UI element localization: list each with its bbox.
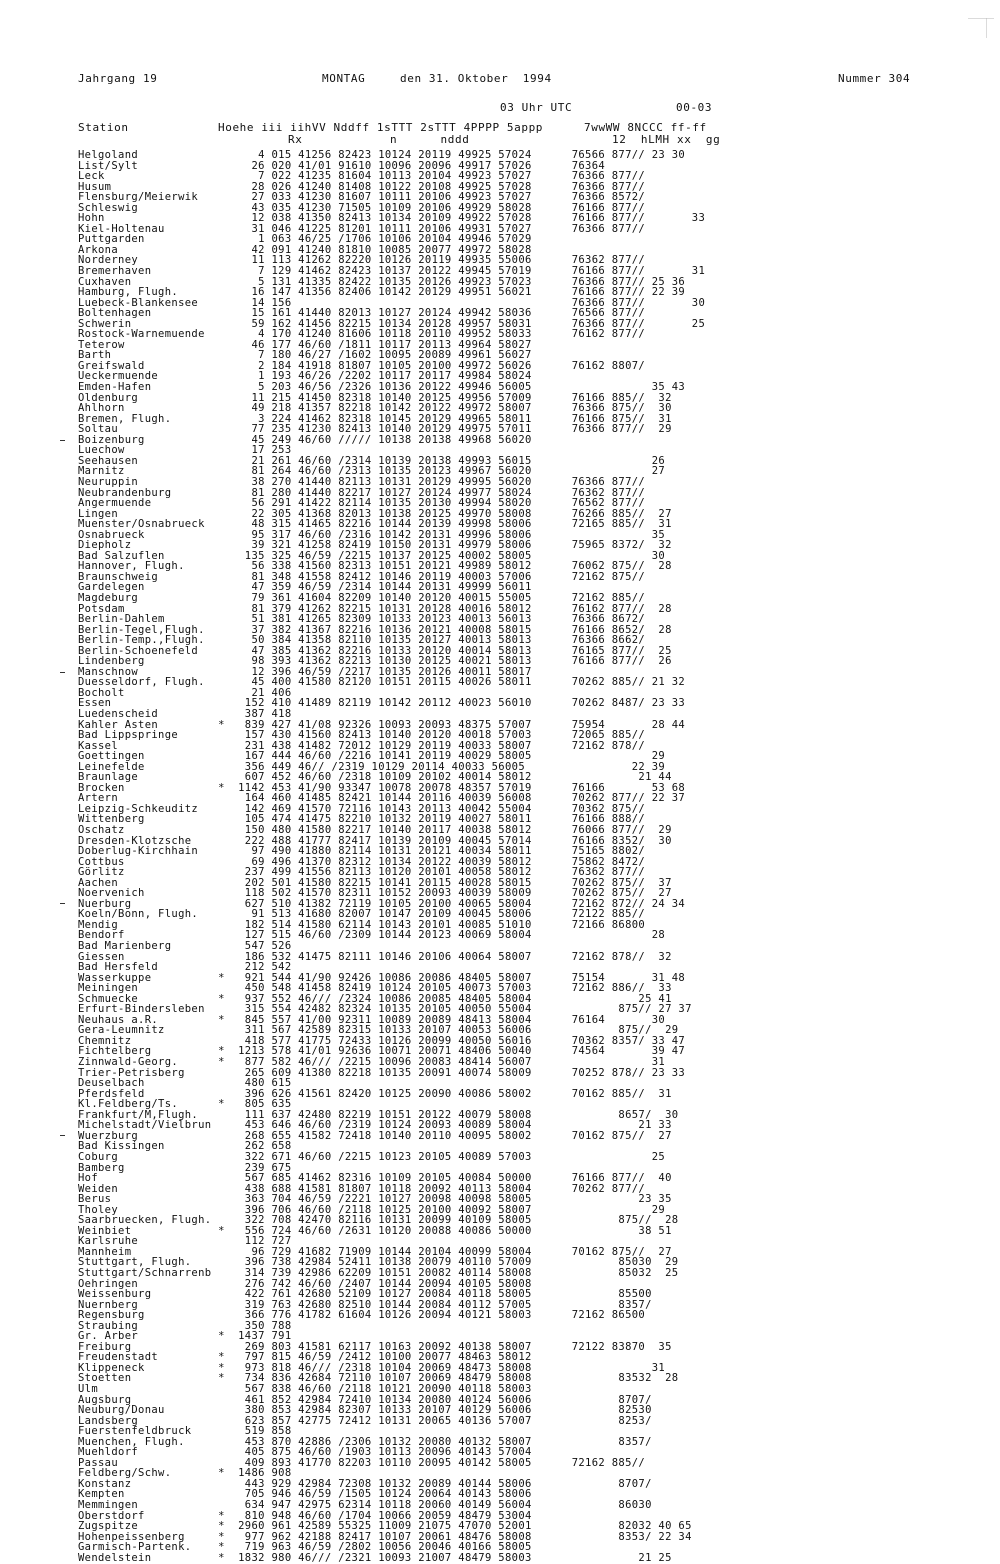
table-row: Augsburg 461 852 42984 72410 10134 20080 40124 56006 8707/ [78,1393,652,1406]
table-row: Leinefelde 356 449 46// /2319 10129 20114 40033 56005 22 39 [78,760,666,773]
table-row: Garmisch-Partenk. * 719 963 46/59 /2802 10056 20046 40166 58005 [78,1541,532,1554]
volume-label: Jahrgang 19 [78,72,158,85]
column-header-group1: Hoehe iii iihVV Nddff 1sTTT 2sTTT 4PPPP 5appp [218,121,544,134]
scan-artifact-tick [60,672,65,673]
table-row: Luebeck-Blankensee 14 156 76366 877// 30 [78,296,706,309]
table-row: Diepholz 39 321 41258 82419 10150 20131 49979 58006 75965 8372/ 32 [78,539,672,552]
table-row: Meiningen 450 548 41458 82419 10124 20105 40073 57003 72162 886// 33 [78,982,672,995]
table-row: Tholey 396 706 46/60 /2118 10125 20100 40092 58007 29 [78,1203,666,1216]
table-row: Gera-Leumnitz 311 567 42589 82315 10133 20107 40053 56006 875// 29 [78,1024,679,1037]
table-row: Bad Marienberg 547 526 [78,940,292,953]
table-row: Weissenburg 422 761 42680 52109 10127 20084 40118 58005 85500 [78,1288,652,1301]
issue-number-label: Nummer 304 [838,72,911,85]
table-row: Memmingen 634 947 42975 62314 10118 20060 40149 56004 86030 [78,1499,652,1511]
table-row: Luechow 17 253 [78,444,292,457]
table-row: Neuruppin 38 270 41440 82113 10131 20129 49995 56020 76366 877// [78,475,646,488]
table-row: Weinbiet * 556 724 46/60 /2631 10120 20088 40086 50000 38 51 [78,1224,672,1237]
scan-artifact-tick [60,440,65,441]
table-row: Landsberg 623 857 42775 72412 10131 20065 40136 57007 8253/ [78,1414,652,1427]
table-row: Fichtelberg * 1213 578 41/01 92636 10071 20071 48406 50040 74564 39 47 [78,1045,686,1058]
scan-artifact-line [986,18,987,38]
table-row: Berlin-Tegel,Flugh. 37 382 41367 82216 10136 20121 40008 58015 76166 8652/ 28 [78,623,672,636]
table-row: Bad Hersfeld 212 542 [78,961,292,974]
table-row: Bad Salzuflen 135 325 46/59 /2215 10137 20125 40002 58005 30 [78,549,666,562]
scan-artifact-tick [60,1135,65,1136]
observation-range-label: 00-03 [676,101,713,114]
table-row: Cottbus 69 496 41370 82312 10134 20122 40039 58012 75862 8472/ [78,855,646,868]
table-row: Hamburg, Flugh. 16 147 41356 82406 10142 20129 49951 56021 76166 877// 22 39 [78,286,686,299]
table-row: Angermuende 56 291 41422 82114 10135 20130 49994 58020 76562 877// [78,497,646,510]
table-row: Zinnwald-Georg. * 877 582 46/// /2215 10096 20083 48414 56007 31 [78,1056,666,1069]
table-row: Berlin-Schoenefeld 47 385 41362 82216 10133 20120 40014 58013 76165 877// 25 [78,644,672,657]
table-row: Schwerin 59 162 41456 82215 10134 20128 49957 58031 76366 877// 25 [78,317,706,330]
table-row: Freiburg 269 803 41581 62117 10163 20092 40138 58007 72122 83870 35 [78,1340,672,1353]
scan-artifact-tick [60,903,65,904]
table-row: Teterow 46 177 46/60 /1811 10117 20113 49964 58027 [78,338,532,351]
table-row: Kempten 705 946 46/59 /1505 10124 20064 40143 58006 [78,1488,532,1501]
table-row: Potsdam 81 379 41262 82215 10131 20128 40016 58012 76162 877// 28 [78,602,672,615]
table-row: Deuselbach 480 615 [78,1077,292,1090]
table-row: Giessen 186 532 41475 82111 10146 20106 40064 58007 72162 878// 32 [78,950,672,963]
table-row: Braunschweig 81 348 41558 82412 10146 20119 40003 57006 72162 875// [78,570,646,583]
observation-time-label: 03 Uhr UTC [500,101,573,114]
station-report-table [78,150,705,1563]
table-row: Wuerzburg 268 655 41582 72418 10140 20110 40095 58002 70162 875// 27 [78,1129,672,1142]
table-row: Oehringen 276 742 46/60 /2407 10144 20094 40105 58008 [78,1277,532,1290]
table-row: Lindenberg 98 393 41362 82213 10130 20125 40021 58013 76166 877// 26 [78,655,672,668]
table-row: Soltau 77 235 41230 82413 10140 20129 49975 57011 76366 877// 29 [78,423,672,436]
table-row: Berus 363 704 46/59 /2221 10127 20098 40098 58005 23 35 [78,1193,672,1206]
table-row: Bad Lippspringe 157 430 41560 82413 10140 20120 40018 57003 72065 885// [78,729,646,742]
table-row: Stoetten * 734 836 42684 72110 10107 20069 48479 58008 83532 28 [78,1372,679,1385]
table-row: Greifswald 2 184 41918 81807 10105 20100 49972 56026 76162 8807/ [78,359,646,372]
table-row: Bremen, Flugh. 3 224 41462 82318 10145 20129 49965 58011 76166 875// 31 [78,412,672,425]
table-row: Hohenpeissenberg * 977 962 42188 82417 10107 20061 48476 58008 8353/ 22 34 [78,1530,692,1543]
table-row: Leck 7 022 41235 81604 10113 20104 49923 57027 76366 877// [78,170,646,183]
table-row: Passau 409 893 41770 82203 10110 20095 40142 58005 72162 885// [78,1456,646,1469]
table-row: Braunlage 607 452 46/60 /2318 10109 20102 40014 58012 21 44 [78,771,672,784]
table-row: Kassel 231 438 41482 72012 10129 20119 40033 58007 72162 878// [78,739,646,752]
column-header-group2: 7wwWW 8NCCC ff-ff [584,121,707,134]
table-row: Weiden 438 688 41581 81807 10118 20092 40113 58004 70262 877// [78,1182,646,1195]
table-row: Hohn 12 038 41350 82413 10134 20109 49922 57028 76166 877// 33 [78,212,706,225]
table-row: Michelstadt/Vielbrun 453 646 46/60 /2319 10124 20093 40089 58004 21 33 [78,1119,672,1132]
table-row: Kahler Asten * 839 427 41/08 92326 10093 20093 48375 57007 75954 28 44 [78,718,686,731]
table-row: Schmuecke * 937 552 46/// /2324 10086 20085 48405 58004 25 41 [78,992,672,1005]
table-row: Regensburg 366 776 41782 61604 10126 20094 40121 58003 72162 86500 [78,1309,646,1322]
table-row: Muehldorf 405 875 46/60 /1903 10113 20096 40143 57004 [78,1446,532,1459]
table-row: Zugspitze * 2960 961 42589 55325 11009 21075 47070 52001 82032 40 65 [78,1520,692,1533]
table-row: Manschnow 12 396 46/59 /2217 10135 20126 40011 58017 [78,665,532,678]
table-row: Arkona 42 091 41240 81810 10085 20077 49972 58028 [78,243,532,256]
table-row: Neubrandenburg 81 280 41440 82217 10127 20124 49977 58024 76362 877// [78,486,646,499]
table-row: Görlitz 237 499 41556 82113 10120 20101 40058 58012 76362 877// [78,866,646,879]
table-row: Koeln/Bonn, Flugh. 91 513 41680 82007 10147 20109 40045 58006 72122 885// [78,908,646,921]
column-header-station: Station [78,121,129,134]
table-row: Straubing 350 788 [78,1319,292,1332]
table-row: Stuttgart/Schnarrenb 314 739 42986 62209 10151 20082 40114 58008 85032 25 [78,1266,679,1279]
table-row: Erfurt-Bindersleben 315 554 42482 82324 10135 20105 40050 55004 875// 27 37 [78,1003,692,1016]
table-row: Kl.Feldberg/Ts. * 805 635 [78,1098,292,1111]
table-row: Nuerburg 627 510 41382 72119 10105 20100 40065 58004 72162 872// 24 34 [78,897,686,910]
date-label: den 31. Oktober 1994 [400,72,552,85]
table-row: Konstanz 443 929 42984 72308 10132 20089 40144 58006 8707/ [78,1477,652,1490]
table-row: Berlin-Dahlem 51 381 41265 82309 10133 20123 40013 56013 76366 8672/ [78,613,646,626]
table-row: Ulm 567 838 46/60 /2118 10121 20090 40118 58003 [78,1382,532,1395]
table-row: Magdeburg 79 361 41604 82209 10140 20120 40015 55005 72162 885// [78,591,646,604]
table-row: Lingen 22 305 41368 82013 10138 20125 49970 58008 76266 885// 27 [78,507,672,520]
table-row: Bremerhaven 7 129 41462 82423 10137 20122 49945 57019 76166 877// 31 [78,265,706,278]
table-row: Berlin-Temp.,Flugh. 50 384 41358 82110 10135 20127 40013 58013 76366 8662/ [78,634,646,647]
table-row: Gr. Arber * 1437 791 [78,1330,292,1343]
table-row: Ueckermuende 1 193 46/26 /2202 10117 20117 49984 58024 [78,370,532,383]
table-row: Aachen 202 501 41580 82215 10141 20115 40028 58015 70262 875// 37 [78,876,672,889]
table-row: Freudenstadt * 797 815 46/59 /2412 10100 20077 48463 58012 [78,1351,532,1364]
table-row: Neuburg/Donau 380 853 42984 82307 10133 20107 40129 56006 82530 [78,1404,652,1417]
column-subheader-hlmh: 12 hLMH xx gg [612,133,721,146]
table-row: Chemnitz 418 577 41775 72433 10126 20099 40050 56016 70362 8357/ 33 47 [78,1034,686,1047]
table-row: Leipzig-Schkeuditz 142 469 41570 72116 10143 20113 40042 55004 70362 875// [78,802,646,815]
table-row: Boizenburg 45 249 46/60 ///// 10138 20138 49968 56020 [78,433,532,446]
table-row: Puttgarden 1 063 46/25 /1706 10106 20104 49946 57029 [78,233,532,246]
table-row: Essen 152 410 41489 82119 10142 20112 40023 56010 70262 8487/ 23 33 [78,697,686,710]
table-row: Helgoland 4 015 41256 82423 10124 20119 49925 57024 76566 877// 23 30 [78,149,686,161]
table-row: Bamberg 239 675 [78,1161,292,1174]
table-row: Doberlug-Kirchhain 97 490 41880 82114 10131 20121 40034 58011 75165 8802/ [78,845,646,858]
table-row: Wendelstein * 1832 980 46/// /2321 10093 21007 48479 58003 21 25 [78,1551,672,1564]
table-row: Frankfurt/M,Flugh. 111 637 42480 82219 10151 20122 40079 58008 8657/ 30 [78,1108,679,1121]
table-row: Luedenscheid 387 418 [78,707,292,720]
table-row: Goettingen 167 444 46/60 /2216 10141 20119 40029 58005 29 [78,750,666,763]
table-row: Dresden-Klotzsche 222 488 41777 82417 10139 20109 40045 57014 76166 8352/ 30 [78,834,672,847]
table-row: Mendig 182 514 41580 62114 10143 20101 40085 51010 72166 86800 [78,918,646,931]
table-row: Bendorf 127 515 46/60 /2309 10144 20123 40069 58004 28 [78,929,666,942]
weekday-label: MONTAG [322,72,366,85]
table-row: Bocholt 21 406 [78,686,292,699]
table-row: Karlsruhe 112 727 [78,1235,292,1248]
table-row: Noervenich 118 502 41570 82311 10152 20093 40039 58009 70262 875// 27 [78,887,672,900]
table-row: Gardelegen 47 359 46/59 /2314 10144 20131 49999 56011 [78,581,532,594]
table-row: Muenster/Osnabrueck 48 315 41465 82216 10144 20139 49998 58006 72165 885// 31 [78,518,672,531]
table-row: Hannover, Flugh. 56 338 41560 82313 10151 20121 49989 58012 76062 875// 28 [78,560,672,573]
table-row: Wittenberg 105 474 41475 82210 10132 20119 40027 58011 76166 888// [78,813,646,826]
column-subheader-n: n nddd [390,133,470,146]
table-row: List/Sylt 26 020 41/01 91610 10096 20096 49917 57026 76364 [78,159,606,172]
table-row: Oldenburg 11 215 41450 82318 10140 20125 49956 57009 76166 885// 32 [78,391,672,404]
table-row: Oberstdorf * 810 948 46/60 /1704 10066 20059 48479 53004 [78,1509,532,1522]
table-row: Husum 28 026 41240 81408 10122 20108 49925 57028 76366 877// [78,180,646,193]
table-row: Ahlhorn 49 218 41357 82218 10142 20122 49972 58007 76366 875// 30 [78,402,672,415]
table-row: Emden-Hafen 5 203 46/56 /2326 10136 20122 49946 56005 35 43 [78,381,686,394]
table-row: Saarbruecken, Flugh. 322 708 42470 82116 10131 20099 40109 58005 875// 28 [78,1214,679,1227]
table-row: Muenchen, Flugh. 453 870 42886 /2306 10132 20080 40132 58007 8357/ [78,1435,652,1448]
table-row: Schleswig 43 035 41230 71505 10109 20106 49929 58028 76166 877// [78,201,646,214]
table-row: Flensburg/Meierwik 27 033 41230 81607 10111 20106 49923 57027 76366 8572/ [78,191,646,204]
table-row: Norderney 11 113 41262 82220 10126 20119 49935 55006 76362 877// [78,254,646,267]
table-row: Klippeneck * 973 818 46/// /2318 10104 20069 48473 58008 31 [78,1361,666,1374]
table-row: Seehausen 21 261 46/60 /2314 10139 20138 49993 56015 26 [78,454,666,467]
table-row: Brocken * 1142 453 41/90 93347 10078 20078 48357 57019 76166 53 68 [78,781,686,794]
table-row: Barth 7 180 46/27 /1602 10095 20089 49961 56027 [78,349,532,362]
table-row: Oschatz 150 480 41580 82217 10140 20117 40038 58012 76066 877// 29 [78,824,672,836]
scan-artifact-line [968,18,994,19]
column-subheader-rx: Rx [288,133,303,146]
table-row: Mannheim 96 729 41682 71909 10144 20104 40099 58004 70162 875// 27 [78,1245,672,1258]
table-row: Kiel-Holtenau 31 046 41225 81201 10111 20106 49931 57027 76366 877// [78,222,646,235]
table-row: Pferdsfeld 396 626 41561 82420 10125 20090 40086 58002 70162 885// 31 [78,1087,672,1100]
table-row: Rostock-Warnemuende 4 170 41240 81606 10118 20110 49952 58033 76162 877// [78,328,646,341]
table-row: Nuernberg 319 763 42680 82510 10144 20084 40112 57005 8357/ [78,1298,652,1311]
table-row: Osnabrueck 95 317 46/60 /2316 10142 20131 49996 58006 35 [78,528,666,541]
table-row: Artern 164 460 41485 82421 10144 20116 40039 56008 70262 877// 22 37 [78,792,686,805]
table-row: Stuttgart, Flugh. 396 738 42984 52411 10138 20079 40110 57009 85030 29 [78,1256,679,1269]
table-row: Wasserkuppe * 921 544 41/90 92426 10086 20086 48405 58007 75154 31 48 [78,971,686,984]
table-row: Cuxhaven 5 131 41335 82422 10135 20126 49923 57023 76366 877// 25 36 [78,275,686,288]
table-row: Trier-Petrisberg 265 609 41380 82218 10135 20091 40074 58009 70252 878// 23 33 [78,1066,686,1079]
table-row: Bad Kissingen 262 658 [78,1140,292,1153]
table-row: Hof 567 685 41462 82316 10109 20105 40084 50000 76166 877// 40 [78,1172,672,1185]
table-row: Fuerstenfeldbruck 519 858 [78,1425,292,1438]
table-row: Marnitz 81 264 46/60 /2313 10135 20123 49967 56020 27 [78,465,666,478]
table-row: Neuhaus a.R. * 845 557 41/00 92311 10089 20089 48413 58004 76164 30 [78,1013,666,1026]
table-row: Feldberg/Schw. * 1486 908 [78,1467,292,1480]
table-row: Coburg 322 671 46/60 /2215 10123 20105 40089 57003 25 [78,1150,666,1163]
table-row: Duesseldorf, Flugh. 45 400 41580 82120 10151 20115 40026 58011 70262 885// 21 32 [78,676,686,689]
table-row: Boltenhagen 15 161 41440 82013 10127 20124 49942 58036 76566 877// [78,307,646,320]
